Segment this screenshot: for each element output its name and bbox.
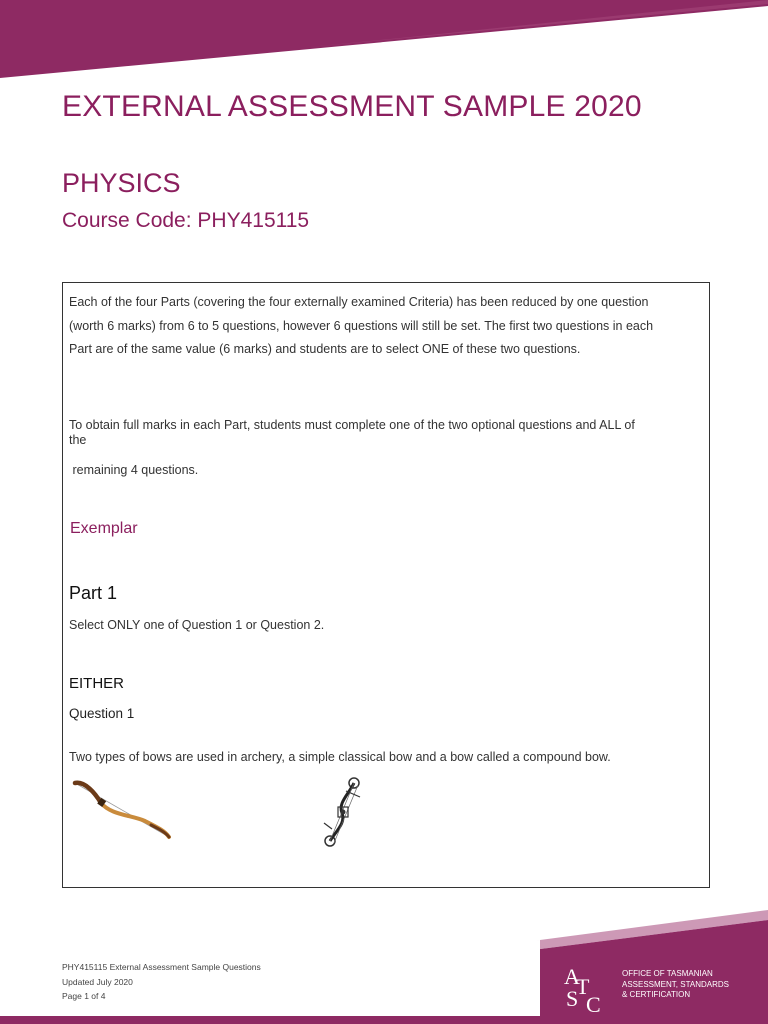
question-heading: Question 1 <box>69 706 135 721</box>
tasc-logo-icon <box>560 962 618 1012</box>
footer-updated: Updated July 2020 <box>62 977 133 987</box>
either-heading: EITHER <box>69 675 125 692</box>
svg-text:C: C <box>586 992 601 1012</box>
exemplar-heading: Exemplar <box>70 520 138 537</box>
question-text: Two types of bows are used in archery, a simple classical bow and a bow called a compound bow. <box>69 750 611 764</box>
notice-paragraph-3: remaining 4 questions. <box>69 463 199 477</box>
svg-text:S: S <box>566 986 579 1011</box>
select-instruction: Select ONLY one of Question 1 or Question 2. <box>69 618 325 632</box>
footer-page-number: Page 1 of 4 <box>62 991 106 1001</box>
svg-text:A: A <box>564 964 580 989</box>
subject-heading: PHYSICS <box>62 168 181 198</box>
classical-bow-icon <box>71 779 171 841</box>
content-box <box>62 282 710 888</box>
footer-strip <box>0 1016 768 1024</box>
svg-text:T: T <box>576 974 590 999</box>
org-name: OFFICE OF TASMANIAN ASSESSMENT, STANDARDS & CERTIFICATION <box>622 969 729 999</box>
notice-paragraph-2: To obtain full marks in each Part, students must complete one of the two optional questions and ALL of the <box>69 418 635 447</box>
footer-doc-title: PHY415115 External Assessment Sample Questions <box>62 962 261 972</box>
page-title: EXTERNAL ASSESSMENT SAMPLE 2020 <box>62 90 642 123</box>
part-heading: Part 1 <box>69 583 118 603</box>
notice-paragraph-1: Each of the four Parts (covering the four externally examined Criteria) has been reduced by one question (worth 6 marks) from 6 to 5 questions, however 6 questions will still be set. The first two questions in each Part are of the same value (6 marks) and students are to select ONE of these two questions. <box>69 295 654 356</box>
compound-bow-icon <box>318 773 368 851</box>
header-banner <box>0 0 768 80</box>
course-code: Course Code: PHY415115 <box>62 209 310 232</box>
